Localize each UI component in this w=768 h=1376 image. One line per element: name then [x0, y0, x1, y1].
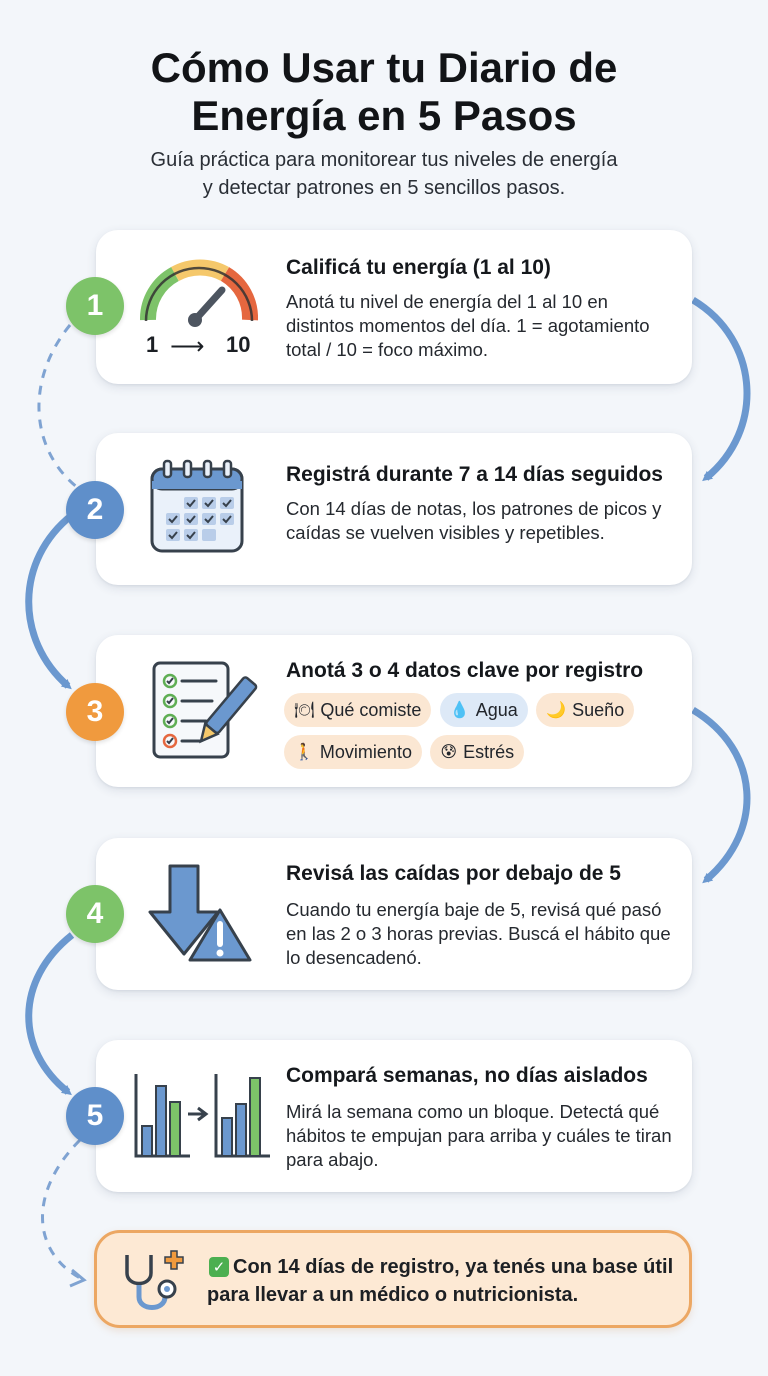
dashed-connector-1-2	[39, 325, 78, 488]
chip-label: Sueño	[572, 699, 625, 720]
droplet-icon: 💧	[449, 702, 470, 719]
step-2-card	[96, 433, 692, 585]
data-chips	[284, 693, 684, 777]
scale-arrow-icon: ⟶	[170, 333, 205, 360]
final-note	[94, 1230, 692, 1328]
walking-icon: 🚶	[294, 744, 314, 761]
step-1-body: Anotá tu nivel de energía del 1 al 10 en distintos momentos del día. 1 = agotamiento total / 10 = foco máximo.	[286, 291, 650, 360]
dashed-connector-5-note	[43, 1140, 81, 1278]
arrow-2-3	[29, 515, 72, 686]
arrow-4-5	[29, 935, 72, 1092]
moon-icon: 🌙	[546, 702, 567, 719]
step-3-title: Anotá 3 o 4 datos clave por registro	[286, 659, 644, 682]
step-2-title: Registrá durante 7 a 14 días seguidos	[286, 463, 663, 486]
anxious-face-icon: 😰	[440, 744, 458, 761]
subtitle-line-1: Guía práctica para monitorear tus niveles de energía	[150, 149, 618, 171]
page-title	[0, 44, 768, 140]
step-2-body: Con 14 días de notas, los patrones de picos y caídas se vuelven visibles y repetibles.	[286, 498, 662, 543]
step-4-card	[96, 838, 692, 990]
step-3-badge: 3	[66, 683, 124, 741]
step-1-title: Calificá tu energía (1 al 10)	[286, 256, 551, 279]
arrow-1-2	[693, 300, 747, 478]
chip-label: Estrés	[463, 741, 515, 762]
step-4-body: Cuando tu energía baje de 5, revisá qué pasó en las 2 o 3 horas previas. Buscá el hábito que lo desencadenó.	[286, 899, 671, 968]
bar-compare-icon	[140, 1070, 258, 1170]
title-line-2: Energía en 5 Pasos	[191, 92, 577, 139]
note-text: Con 14 días de registro, ya tenés una base útil para llevar a un médico o nutricionista.	[207, 1256, 674, 1306]
page-subtitle	[0, 146, 768, 202]
step-5-card	[96, 1040, 692, 1192]
step-1-badge: 1	[66, 277, 124, 335]
step-5-title: Compará semanas, no días aislados	[286, 1064, 648, 1087]
step-4-title: Revisá las caídas por debajo de 5	[286, 862, 621, 885]
scale-max: 10	[226, 332, 251, 357]
step-3-card	[96, 635, 692, 787]
chip-label: Agua	[475, 699, 518, 720]
subtitle-line-2: y detectar patrones en 5 sencillos pasos.	[202, 177, 566, 199]
dashed-arrowhead	[70, 1270, 84, 1286]
checklist-icon	[140, 659, 258, 759]
chip-water	[440, 693, 528, 727]
chip-label: Qué comiste	[320, 699, 422, 720]
chip-food	[284, 693, 431, 727]
calendar-icon	[140, 459, 258, 559]
plate-icon: 🍽	[294, 702, 315, 719]
gauge-icon	[140, 258, 258, 358]
title-line-1: Cómo Usar tu Diario de	[150, 44, 618, 91]
chip-sleep	[536, 693, 634, 727]
step-1-card	[96, 230, 692, 384]
step-5-badge: 5	[66, 1087, 124, 1145]
warning-drop-icon	[140, 862, 258, 962]
chip-movement	[284, 735, 422, 769]
arrow-3-4	[693, 710, 747, 880]
chip-stress	[430, 735, 524, 769]
step-4-badge: 4	[66, 885, 124, 943]
step-5-body: Mirá la semana como un bloque. Detectá qué hábitos te empujan para arriba y cuáles te tiran para abajo.	[286, 1101, 672, 1170]
chip-label: Movimiento	[319, 741, 412, 762]
step-2-badge: 2	[66, 481, 124, 539]
stethoscope-icon	[119, 1245, 191, 1317]
scale-min: 1	[146, 332, 159, 357]
checkmark-icon: ✓	[209, 1257, 229, 1277]
